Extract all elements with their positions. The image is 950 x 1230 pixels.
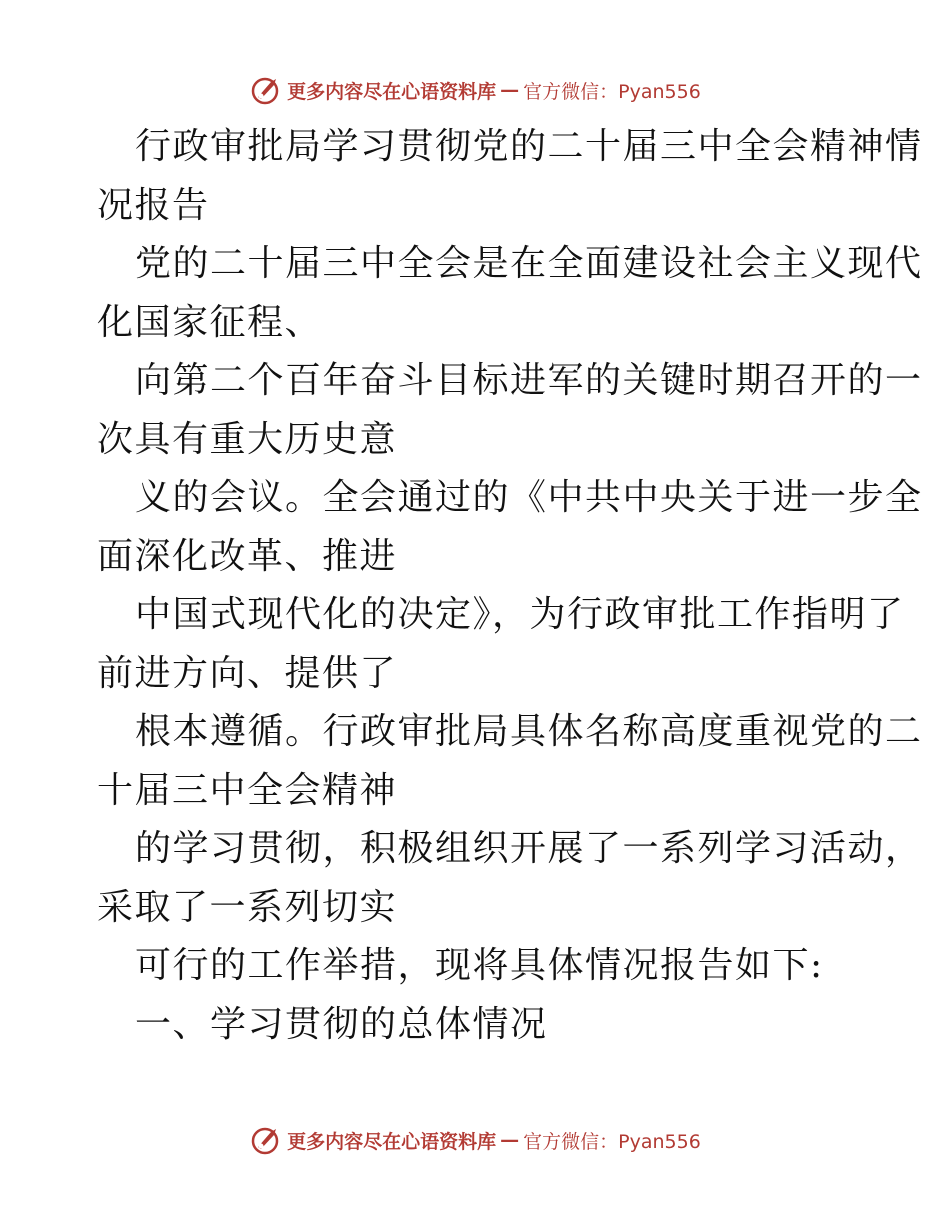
text-line: 况报告	[97, 184, 210, 226]
text-line: 中国式现代化的决定》，为行政审批工作指明了	[135, 594, 905, 635]
banner-contact: 官方微信：Pyan556	[523, 1130, 701, 1153]
paragraph	[97, 586, 905, 703]
banner-text: 更多内容尽在心语资料库	[287, 1130, 497, 1153]
text-line: 次具有重大历史意	[97, 418, 398, 460]
text-line: 面深化改革、推进	[97, 535, 398, 577]
text-line: 采取了一系列切实	[97, 886, 398, 928]
text-line: 根本遵循。行政审批局具体名称高度重视党的二	[135, 711, 923, 752]
paragraph	[97, 996, 857, 1055]
paragraph	[97, 118, 923, 235]
text-line: 的学习贯彻，积极组织开展了一系列学习活动，	[135, 828, 923, 869]
paragraph	[97, 937, 857, 996]
banner-separator: —	[500, 1129, 520, 1151]
text-line: 向第二个百年奋斗目标进军的关键时期召开的一	[135, 360, 923, 401]
footer-banner	[0, 1120, 950, 1160]
banner-separator: —	[500, 79, 520, 101]
text-line: 化国家征程、	[97, 301, 323, 343]
header-banner	[0, 70, 950, 110]
paragraph	[97, 469, 923, 586]
banner-text: 更多内容尽在心语资料库	[287, 80, 497, 103]
paragraph	[97, 820, 923, 937]
pen-logo-icon	[249, 73, 283, 107]
paragraph	[97, 352, 923, 469]
paragraph	[97, 235, 923, 352]
text-line: 党的二十届三中全会是在全面建设社会主义现代	[135, 243, 923, 284]
text-line: 可行的工作举措，现将具体情况报告如下:	[135, 945, 824, 986]
text-line: 义的会议。全会通过的《中共中央关于进一步全	[135, 477, 923, 518]
text-line: 前进方向、提供了	[97, 652, 398, 694]
text-line: 一、学习贯彻的总体情况	[135, 1003, 548, 1045]
banner-contact: 官方微信：Pyan556	[523, 80, 701, 103]
text-line: 行政审批局学习贯彻党的二十届三中全会精神情	[135, 126, 923, 167]
pen-logo-icon	[249, 1123, 283, 1157]
paragraph	[97, 703, 923, 820]
document-body	[97, 118, 923, 1054]
text-line: 十届三中全会精神	[97, 769, 398, 811]
